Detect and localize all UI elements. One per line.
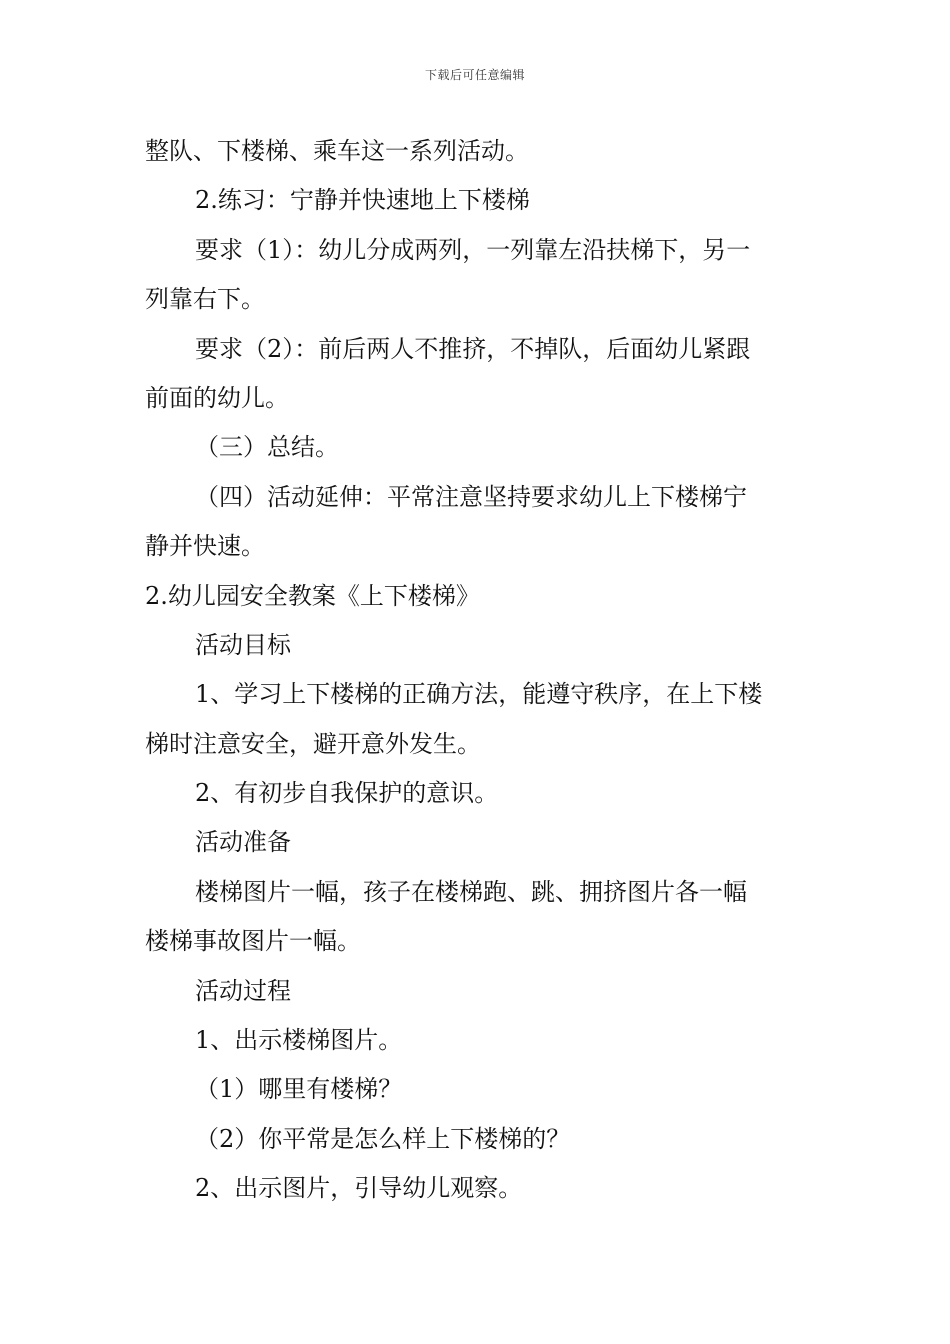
paragraph-line: （2）你平常是怎么样上下楼梯的？ — [195, 1124, 571, 1153]
page-header: 下载后可任意编辑 — [424, 68, 525, 82]
subsection-heading: 活动目标 — [195, 630, 291, 659]
paragraph-line: （四）活动延伸：平常注意坚持要求幼儿上下楼梯宁 — [195, 482, 747, 511]
paragraph-line: 楼梯图片一幅，孩子在楼梯跑、跳、拥挤图片各一幅 — [195, 877, 747, 906]
paragraph-line: 要求（2）：前后两人不推挤，不掉队，后面幼儿紧跟 — [195, 334, 751, 363]
paragraph-line: （1）哪里有楼梯？ — [195, 1075, 403, 1104]
paragraph-line: 楼梯事故图片一幅。 — [145, 927, 361, 956]
paragraph-line: 2、出示图片，引导幼儿观察。 — [195, 1174, 523, 1203]
paragraph-line: 前面的幼儿。 — [145, 383, 289, 412]
paragraph-line: 1、出示楼梯图片。 — [195, 1026, 403, 1055]
paragraph-line: 静并快速。 — [145, 532, 265, 561]
paragraph-line: 整队、下楼梯、乘车这一系列活动。 — [145, 137, 529, 165]
paragraph-line: 1、学习上下楼梯的正确方法，能遵守秩序，在上下楼 — [195, 680, 763, 709]
paragraph-line: 2、有初步自我保护的意识。 — [195, 779, 499, 808]
paragraph-line: 2.练习：宁静并快速地上下楼梯 — [195, 186, 530, 215]
paragraph-line: 要求（1）：幼儿分成两列，一列靠左沿扶梯下，另一 — [195, 235, 751, 264]
paragraph-line: 梯时注意安全，避开意外发生。 — [145, 729, 481, 758]
paragraph-line: 列靠右下。 — [145, 285, 265, 314]
paragraph-line: （三）总结。 — [195, 433, 339, 462]
document-body — [145, 127, 809, 1214]
subsection-heading: 活动准备 — [195, 828, 291, 857]
section-heading: 2.幼儿园安全教案《上下楼梯》 — [145, 581, 480, 610]
subsection-heading: 活动过程 — [195, 976, 291, 1005]
